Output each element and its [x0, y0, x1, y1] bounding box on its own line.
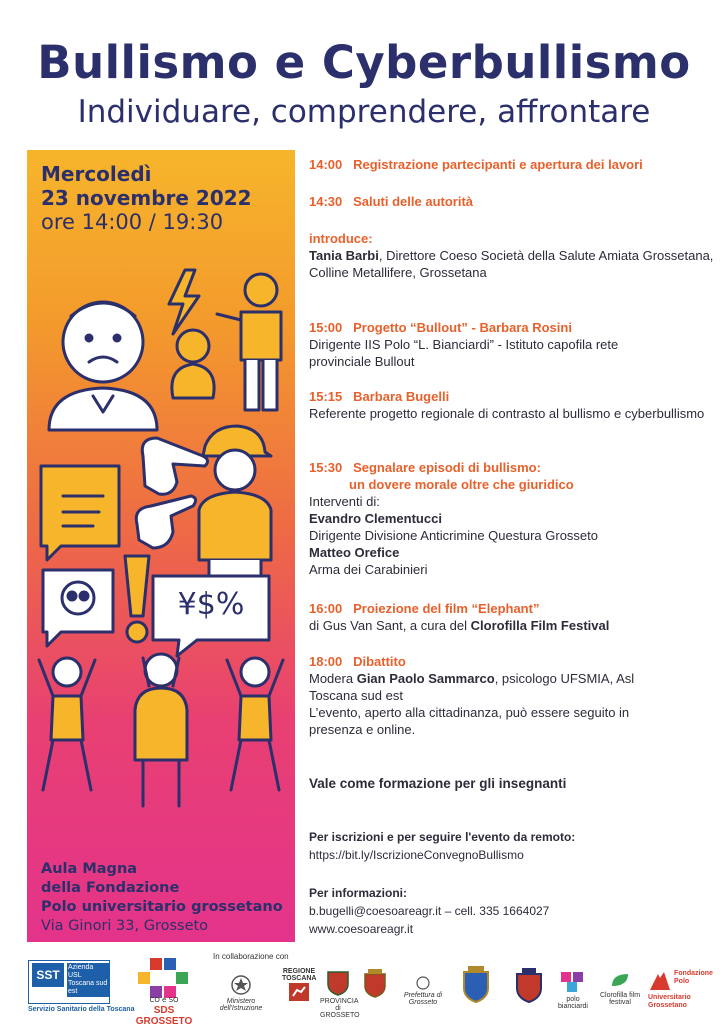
ministero-logo: [218, 974, 264, 1012]
event-panel: [27, 150, 295, 942]
standing-bully-icon: [217, 274, 281, 410]
carabinieri-crest-icon: [513, 966, 545, 1004]
item-title: un dovere morale oltre che giuridico: [349, 477, 574, 492]
item-time: 15:00: [309, 320, 343, 335]
arms-raised-person-icon: [39, 658, 95, 790]
covering-face-person-icon: [135, 654, 187, 806]
exclamation-icon: [125, 556, 149, 642]
contact-label: Per informazioni:: [309, 886, 408, 900]
item-desc: Interventi di:: [309, 494, 380, 509]
polo-mark-icon: [559, 968, 587, 994]
asl-caption: Servizio Sanitario della Toscana: [28, 1006, 135, 1013]
bianciardi-name: polo bianciardi: [558, 996, 588, 1010]
speaker-role: Arma dei Carabinieri: [309, 562, 428, 577]
crest-icon: [362, 968, 388, 998]
pegasus-icon: [288, 982, 310, 1002]
sds-mark-icon: [128, 954, 200, 1004]
sds-caption: SDS GROSSETO: [135, 1005, 193, 1024]
speaker-name: Evandro Clementucci: [309, 511, 442, 526]
contact-email[interactable]: b.bugelli@coesoareagr.it – cell. 335 1664027: [309, 904, 550, 918]
fondazione-logo: [648, 970, 714, 1010]
skull-bubble-icon: [43, 570, 113, 646]
speaker-name: Tania Barbi: [309, 248, 379, 263]
event-day: 23 novembre 2022: [41, 186, 252, 210]
emblem-icon: [415, 976, 431, 990]
partner-logos: [0, 946, 728, 1024]
program-item: [309, 653, 719, 738]
item-title: Registrazione partecipanti e apertura dei lavori: [353, 157, 643, 172]
item-title: Progetto “Bullout” - Barbara Rosini: [353, 320, 572, 335]
item-title: Barbara Bugelli: [353, 389, 450, 404]
speaker-role: Dirigente Divisione Anticrimine Questura Grosseto: [309, 528, 599, 543]
collaboration-label: In collaborazione con: [213, 952, 289, 961]
speaker-name: Gian Paolo Sammarco: [356, 671, 495, 686]
regione-logo: [282, 968, 316, 1004]
registration-link[interactable]: https://bit.ly/IscrizioneConvegnoBullismo: [309, 848, 524, 862]
program-item: [309, 156, 719, 173]
program-item: [309, 459, 719, 578]
page-title: Bullismo e Cyberbullismo: [37, 36, 691, 89]
clorofilla-name: Clorofilla film festival: [599, 992, 641, 1006]
item-time: 16:00: [309, 601, 343, 616]
venue-line: Polo universitario grossetano: [41, 899, 283, 915]
event-time: ore 14:00 / 19:30: [41, 210, 224, 234]
provincia-logo: [320, 970, 360, 1019]
pointing-hand-icon: [136, 496, 195, 548]
festival-name: Clorofilla Film Festival: [470, 618, 610, 633]
item-time: 18:00: [309, 654, 343, 669]
registration-label: Per iscrizioni e per seguire l'evento da remoto:: [309, 830, 576, 844]
angry-symbols: ¥$%: [177, 587, 245, 622]
event-note: L’evento, aperto alla cittadinanza, può essere seguito in presenza e online.: [309, 705, 630, 737]
crouching-person-icon: [172, 330, 214, 398]
contact-info: [309, 884, 549, 938]
item-label: introduce:: [309, 231, 373, 246]
contact-website[interactable]: www.coesoareagr.it: [309, 922, 414, 936]
prefettura-logo: [394, 976, 452, 1006]
venue-address: Via Ginori 33, Grosseto: [41, 918, 209, 934]
comune-logo: [362, 968, 388, 1000]
item-desc: Dirigente IIS Polo “L. Bianciardi” - Istituto capofila rete provinciale Bullout: [309, 337, 619, 369]
provincia-name: PROVINCIA di GROSSETO: [320, 998, 360, 1019]
fondazione-mark-icon: [648, 970, 672, 994]
speech-bubble-hand-icon: [41, 466, 119, 560]
venue-line: Aula Magna: [41, 861, 138, 877]
bianciardi-logo: [556, 968, 590, 1010]
page-subtitle: Individuare, comprendere, affrontare: [77, 94, 651, 130]
police-crest-icon: [460, 964, 492, 1004]
program-item: [309, 230, 719, 281]
asl-name: Azienda USL Toscana sud est: [68, 964, 108, 995]
carabinieri-logo: [512, 966, 546, 1006]
shield-icon: [326, 970, 350, 996]
speaker-name: Matteo Orefice: [309, 545, 400, 560]
training-note: Vale come formazione per gli insegnanti: [309, 776, 567, 791]
speaker-role: , Direttore Coeso Società della Salute Amiata Grossetana, Colline Metallifere, Grossetana: [309, 248, 714, 280]
program-item: [309, 600, 719, 634]
speaker-role: , psicologo UFSMIA, Asl Toscana sud est: [309, 671, 635, 703]
item-time: 15:15: [309, 389, 343, 404]
event-weekday: Mercoledì: [41, 162, 152, 186]
fondazione-name: Fondazione Polo Universitario Grossetano: [648, 970, 713, 1009]
cap-boy-icon: [199, 426, 271, 600]
item-title: Saluti delle autorità: [353, 194, 474, 209]
ministero-name: Ministero dell'Istruzione: [219, 998, 263, 1012]
sds-logo: [128, 954, 200, 1024]
bullying-illustration: [27, 260, 295, 840]
regione-name: REGIONE TOSCANA: [282, 968, 317, 982]
sad-person-icon: [49, 302, 157, 430]
sds-mark-text: CO e SO: [149, 996, 179, 1004]
item-time: 14:00: [309, 157, 343, 172]
item-desc: Modera: [309, 671, 357, 686]
event-venue: [41, 860, 283, 936]
item-time: 15:30: [309, 460, 343, 475]
prefettura-name: Prefettura di Grosseto: [403, 992, 443, 1006]
registration-info: [309, 828, 575, 864]
program-item: [309, 193, 719, 210]
polizia-logo: [460, 964, 492, 1006]
arms-raised-person-icon: [227, 658, 283, 790]
program-item: [309, 388, 719, 422]
item-desc: di Gus Van Sant, a cura del: [309, 618, 471, 633]
clorofilla-logo: [598, 970, 642, 1006]
sst-mark: SST: [32, 963, 64, 987]
asl-logo: [28, 960, 110, 1004]
lightning-icon: [169, 270, 199, 334]
emblem-icon: [229, 974, 253, 996]
venue-line: della Fondazione: [41, 880, 180, 896]
item-title: Segnalare episodi di bullismo:: [353, 460, 541, 475]
program-item: [309, 319, 719, 370]
leaf-icon: [608, 970, 632, 990]
pointing-hand-icon: [142, 438, 207, 494]
event-date: [41, 162, 252, 210]
item-desc: Referente progetto regionale di contrasto al bullismo e cyberbullismo: [309, 406, 705, 421]
item-time: 14:30: [309, 194, 343, 209]
item-title: Dibattito: [353, 654, 406, 669]
item-title: Proiezione del film “Elephant”: [353, 601, 540, 616]
